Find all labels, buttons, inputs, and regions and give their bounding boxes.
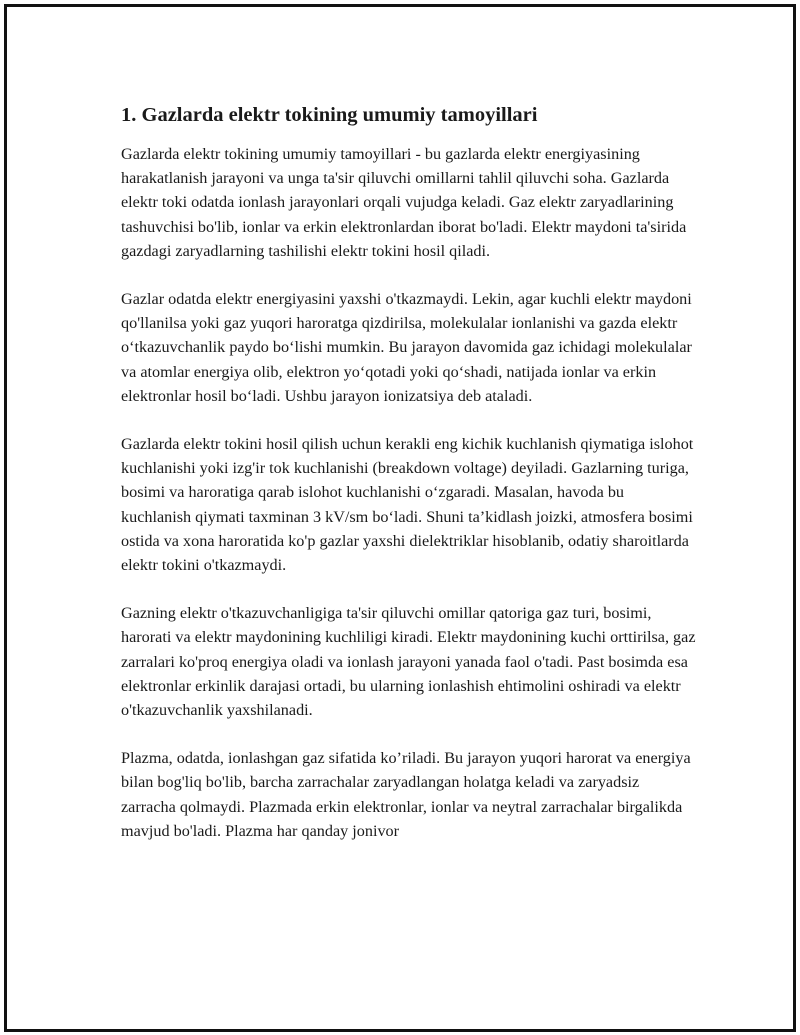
page-frame — [4, 4, 796, 1032]
paragraph-3: Gazlarda elektr tokini hosil qilish uchun kerakli eng kichik kuchlanish qiymatiga islohot kuchlanishi yoki izg'ir tok kuchlanishi (breakdown voltage) deyiladi. Gazlarning turiga, bosimi va haroratiga qarab islohot kuchlanishi o‘zgaradi. Masalan, havoda bu kuchlanish qiymati taxminan 3 kV/sm bo‘ladi. Shuni ta’kidlash joizki, atmosfera bosimi ostida va xona haroratida ko'p gazlar yaxshi dielektriklar hisoblanib, odatiy sharoitlarda elektr tokini o'tkazmaydi. — [121, 435, 694, 575]
section-title: 1. Gazlarda elektr tokining umumiy tamoyillari — [121, 104, 538, 126]
paragraph-5: Plazma, odatda, ionlashgan gaz sifatida ko’riladi. Bu jarayon yuqori harorat va energiya bilan bog'liq bo'lib, barcha zarrachalar zaryadlangan holatga keladi va zaryadsiz zarracha qolmaydi. Plazmada erkin elektronlar, ionlar va neytral zarrachalar birgalikda mavjud bo'ladi. Plazma har qanday jonivor — [121, 749, 691, 840]
paragraph-4: Gazning elektr o'tkazuvchanligiga ta'sir qiluvchi omillar qatoriga gaz turi, bosimi, harorati va elektr maydonining kuchliligi kiradi. Elektr maydonining kuchi orttirilsa, gaz zarralari ko'proq energiya oladi va ionlash jarayoni yanada faol o'tadi. Past bosimda esa elektronlar erkinlik darajasi ortadi, bu ularning ionlashish ehtimolini oshiradi va elektr o'tkazuvchanlik yaxshilanadi. — [121, 604, 696, 720]
paragraph-1: Gazlarda elektr tokining umumiy tamoyillari - bu gazlarda elektr energiyasining harakatlanish jarayoni va unga ta'sir qiluvchi omillarni tahlil qiluvchi soha. Gazlarda elektr toki odatda ionlash jarayonlari orqali vujudga keladi. Gaz elektr zaryadlarining tashuvchisi bo'lib, ionlar va erkin elektronlardan iborat bo'ladi. Elektr maydoni ta'sirida gazdagi zaryadlarning tashilishi elektr tokini hosil qiladi. — [121, 145, 687, 260]
document-body — [121, 102, 696, 867]
paragraph-2: Gazlar odatda elektr energiyasini yaxshi o'tkazmaydi. Lekin, agar kuchli elektr maydoni qo'llanilsa yoki gaz yuqori haroratga qizdirilsa, molekulalar ionlanishi va gazda elektr o‘tkazuvchanlik paydo bo‘lishi mumkin. Bu jarayon davomida gaz ichidagi molekulalar va atomlar energiya olib, elektron yo‘qotadi yoki qo‘shadi, natijada ionlar va erkin elektronlar hosil bo‘ladi. Ushbu jarayon ionizatsiya deb ataladi. — [121, 290, 692, 405]
